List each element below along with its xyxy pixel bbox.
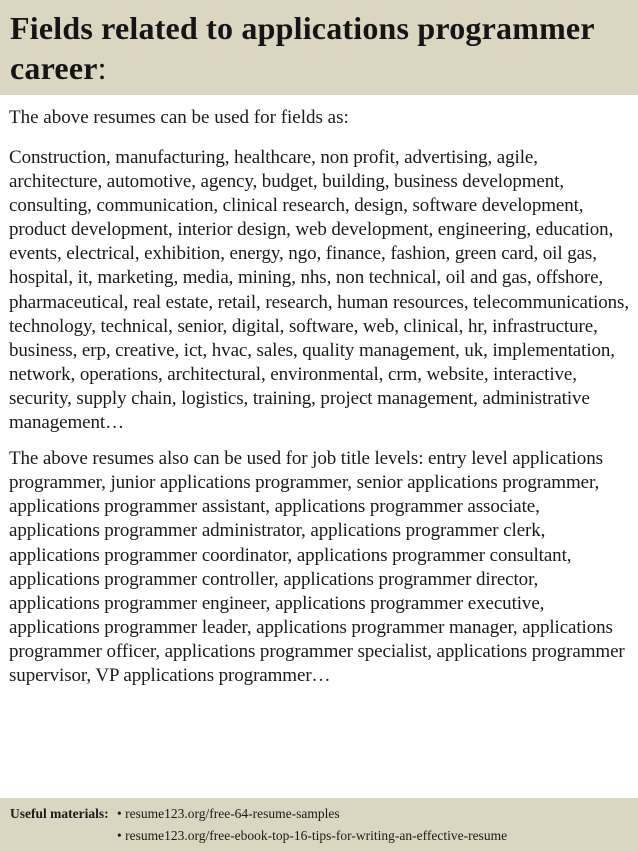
page-title [10,8,628,88]
footer-label-spacer [10,825,117,847]
main-content [9,106,629,688]
footer-row-2 [10,825,628,847]
resume-samples-link[interactable]: • resume123.org/free-64-resume-samples [117,806,340,821]
useful-materials-label: Useful materials: [10,806,109,821]
title-banner [0,0,638,95]
fields-paragraph: Construction, manufacturing, healthcare, non profit, advertising, agile, architecture, automotive, agency, budget, building, business development, consulting, communication, clinical research, design, software development, product development, interior design, web development, engineering, education, events, electrical, exhibition, energy, ngo, finance, fashion, green card, oil gas, hospital, it, marketing, media, mining, nhs, non technical, oil and gas, offshore, pharmaceutical, real estate, retail, research, human resources, telecommunications, technology, technical, senior, digital, software, web, clinical, hr, infrastructure, business, erp, creative, ict, hvac, sales, quality management, uk, implementation, network, operations, architectural, environmental, crm, website, interactive, security, supply chain, logistics, training, project management, administrative management… [9,147,629,434]
page-title-colon: : [97,50,107,86]
intro-text: The above resumes can be used for fields as: [9,107,349,128]
useful-materials-footer [0,798,638,851]
ebook-tips-link[interactable]: • resume123.org/free-ebook-top-16-tips-for-writing-an-effective-resume [117,828,508,843]
page-title-text: Fields related to applications programmer career [10,10,595,86]
job-levels-paragraph: The above resumes also can be used for job title levels: entry level applications programmer, junior applications programmer, senior applications programmer, applications programmer assistant, applications programmer associate, applications programmer administrator, applications programmer clerk, applications programmer coordinator, applications programmer consultant, applications programmer controller, applications programmer director, applications programmer engineer, applications programmer executive, applications programmer leader, applications programmer manager, applications programmer officer, applications programmer specialist, applications programmer supervisor, VP applications programmer… [9,448,625,686]
footer-row-1 [10,803,628,825]
